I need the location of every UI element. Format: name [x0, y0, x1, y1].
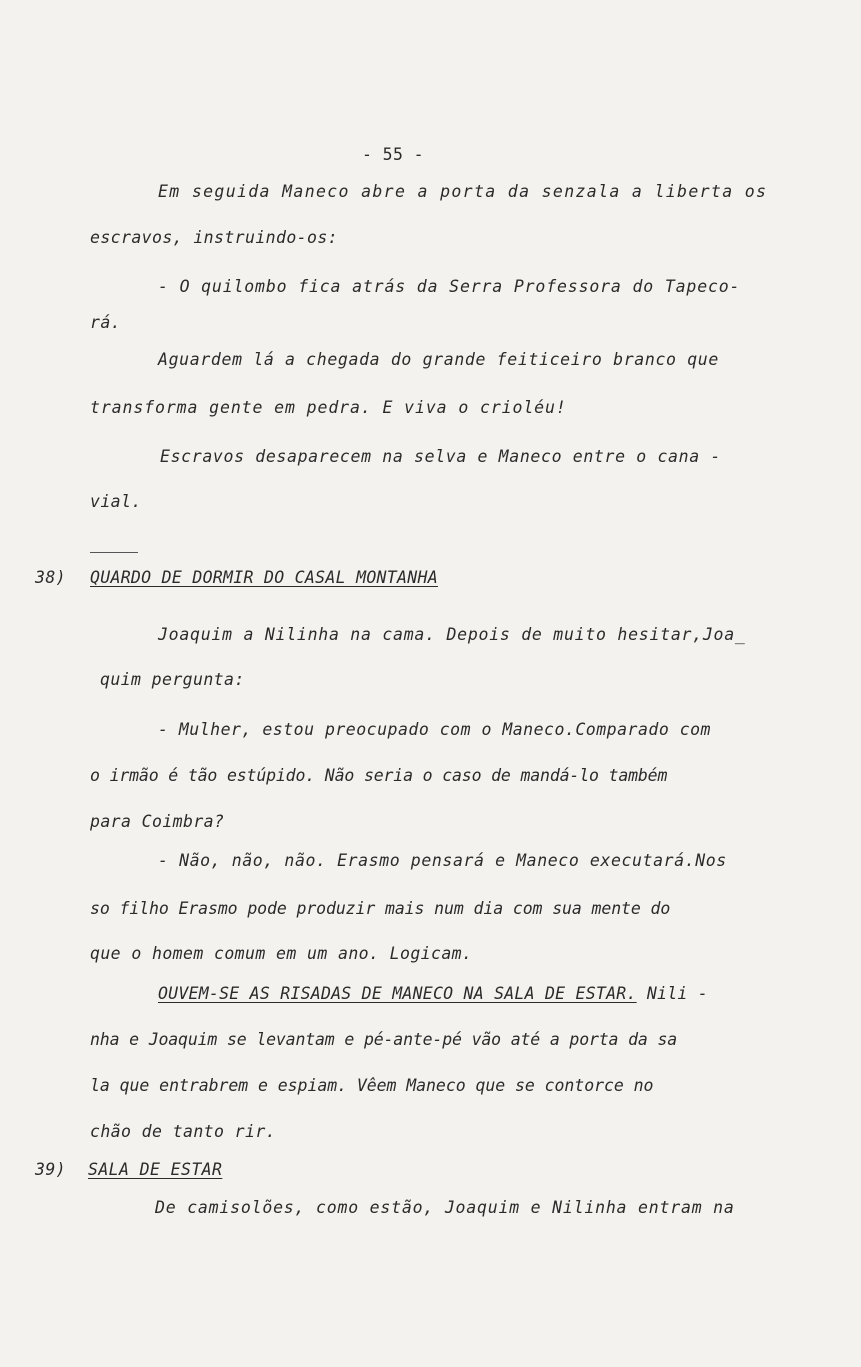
page-number: - 55 - — [362, 145, 425, 164]
scene-number: 38) — [35, 568, 67, 587]
scene-heading: SALA DE ESTAR — [88, 1160, 223, 1179]
text-line: Aguardem lá a chegada do grande feiticeiro branco que — [158, 350, 719, 369]
text-line: transforma gente em pedra. E viva o crioléu! — [90, 398, 567, 417]
text-line: - Não, não, não. Erasmo pensará e Maneco executará.Nos — [158, 851, 727, 870]
text-line: Em seguida Maneco abre a porta da senzala a liberta os — [158, 182, 768, 201]
text-line: rá. — [90, 313, 122, 332]
text-line: escravos, instruindo-os: — [90, 228, 339, 247]
text-line: que o homem comum em um ano. Logicam. — [90, 944, 473, 963]
stage-direction: OUVEM-SE AS RISADAS DE MANECO NA SALA DE ESTAR. — [158, 984, 637, 1003]
text-line: - Mulher, estou preocupado com o Maneco.Comparado com — [158, 720, 711, 739]
text-line: so filho Erasmo pode produzir mais num dia com sua mente do — [90, 899, 671, 918]
text-line: quim pergunta: — [100, 670, 245, 689]
text-fragment: Nili - — [636, 984, 708, 1003]
text-line: Escravos desaparecem na selva e Maneco entre o cana - — [160, 447, 721, 466]
scene-number: 39) — [35, 1160, 67, 1179]
text-line: De camisolões, como estão, Joaquim e Nilinha entram na — [155, 1198, 735, 1217]
stray-mark — [90, 552, 138, 553]
text-line: o irmão é tão estúpido. Não seria o caso de mandá-lo também — [90, 766, 668, 785]
text-line: chão de tanto rir. — [90, 1122, 277, 1141]
text-line: nha e Joaquim se levantam e pé-ante-pé vão até a porta da sa — [90, 1030, 678, 1049]
scene-heading: QUARDO DE DORMIR DO CASAL MONTANHA — [90, 568, 438, 587]
text-line: la que entrabrem e espiam. Vêem Maneco que se contorce no — [90, 1076, 654, 1095]
text-line — [158, 984, 708, 1004]
text-line: vial. — [90, 492, 142, 511]
text-line: para Coimbra? — [90, 812, 225, 831]
text-line: - O quilombo fica atrás da Serra Professora do Tapeco- — [158, 277, 741, 296]
text-line: Joaquim a Nilinha na cama. Depois de muito hesitar,Joa_ — [158, 625, 746, 644]
